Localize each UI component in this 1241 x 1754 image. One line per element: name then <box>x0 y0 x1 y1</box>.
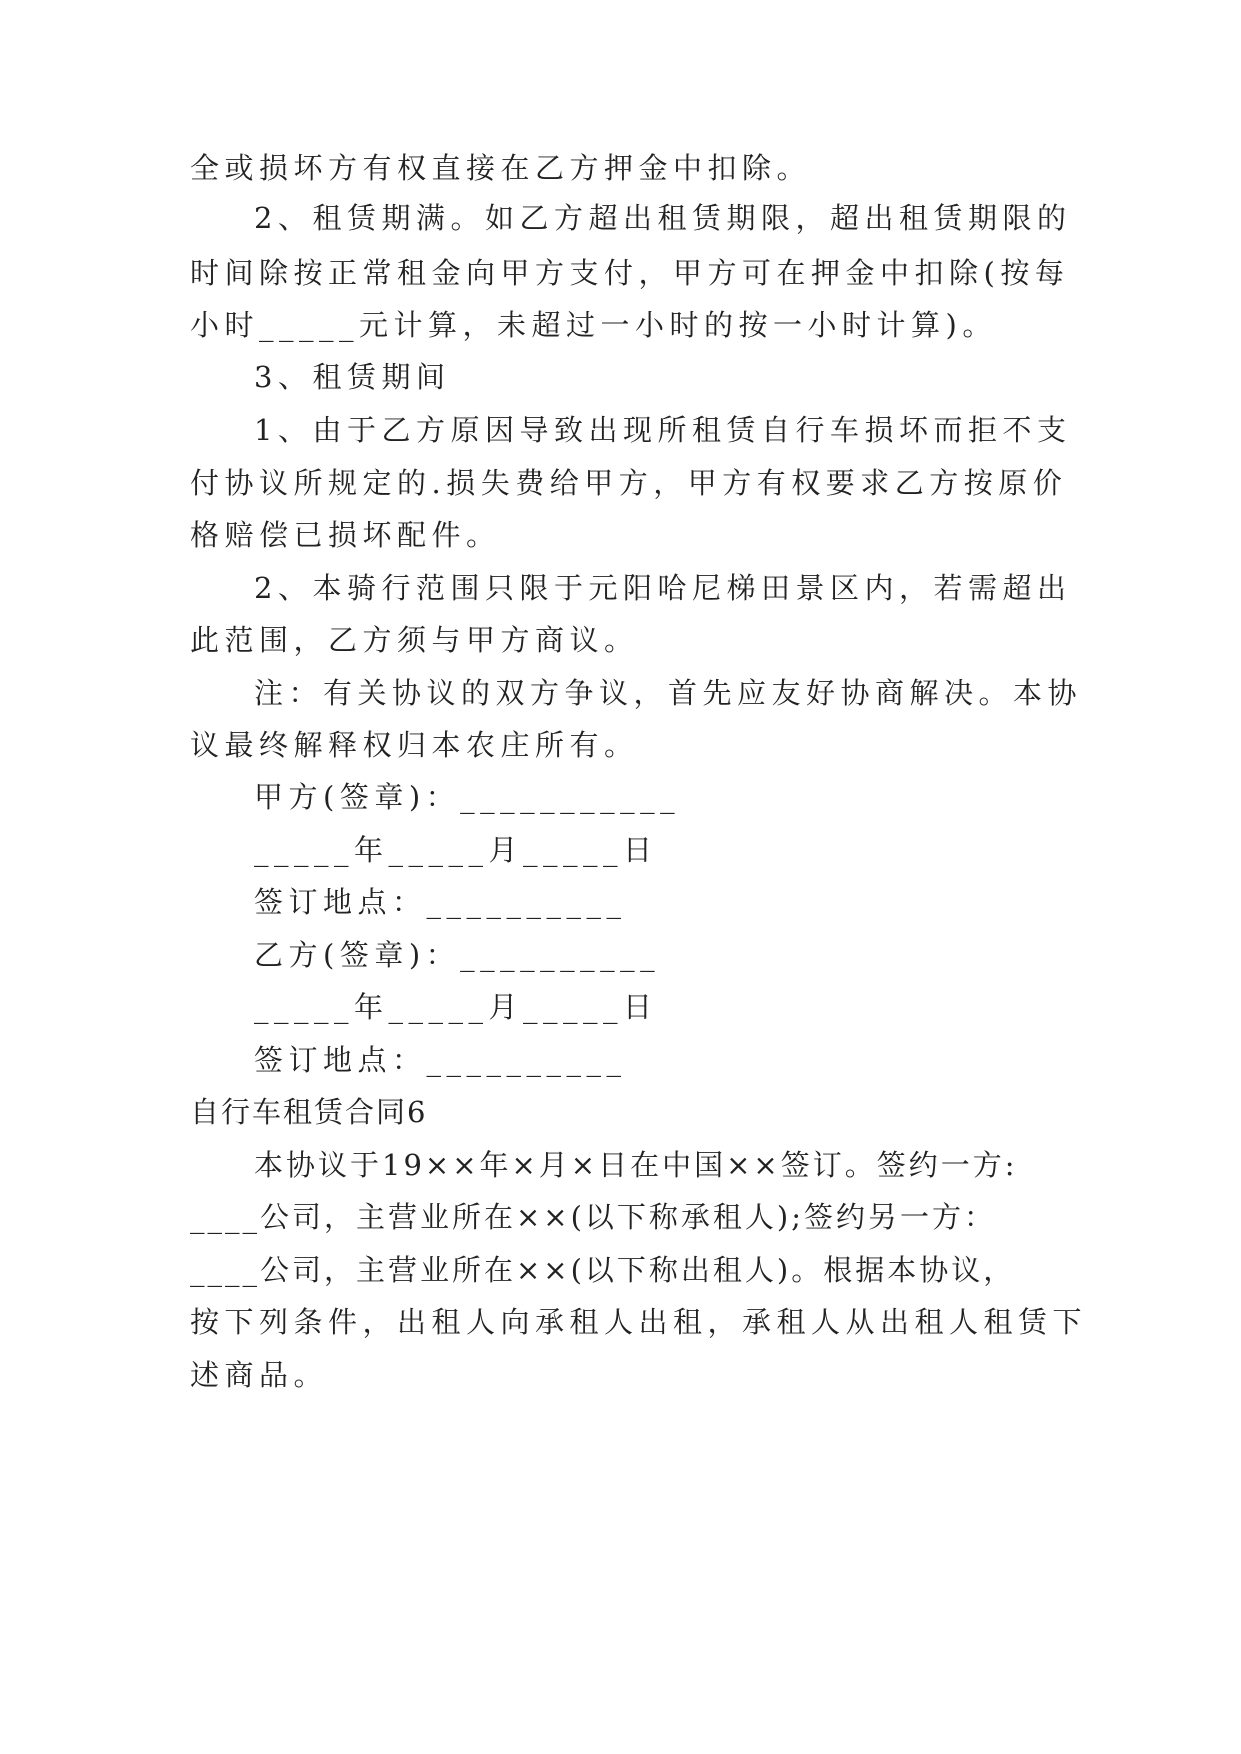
contract-title: 自行车租赁合同6 <box>190 1095 428 1129</box>
paragraph-line: 格赔偿已损坏配件。 <box>190 518 501 552</box>
paragraph-line: 付协议所规定的.损失费给甲方，甲方有权要求乙方按原价 <box>190 466 1068 500</box>
paragraph-line: 时间除按正常租金向甲方支付，甲方可在押金中扣除(按每 <box>190 256 1070 290</box>
paragraph-line: 全或损坏方有权直接在乙方押金中扣除。 <box>190 151 812 185</box>
paragraph-line: 2、租赁期满。如乙方超出租赁期限，超出租赁期限的 <box>254 201 1072 235</box>
paragraph-line: 本协议于19××年×月×日在中国××签订。签约一方: <box>254 1148 1018 1182</box>
party-a-date-line: _____年_____月_____日 <box>254 833 658 867</box>
paragraph-line: 小时_____元计算，未超过一小时的按一小时计算)。 <box>190 308 997 342</box>
paragraph-line: ____公司，主营业所在××(以下称出租人)。根据本协议， <box>190 1253 1016 1287</box>
paragraph-line: 议最终解释权归本农庄所有。 <box>190 728 639 762</box>
party-a-signature-line: 甲方(签章)：___________ <box>254 780 681 814</box>
paragraph-line: 2、本骑行范围只限于元阳哈尼梯田景区内，若需超出 <box>254 571 1072 605</box>
party-b-signature-line: 乙方(签章)：__________ <box>254 938 661 972</box>
paragraph-line: 注：有关协议的双方争议，首先应友好协商解决。本协 <box>254 676 1083 710</box>
party-b-location-line: 签订地点：__________ <box>254 1043 627 1077</box>
paragraph-line: 按下列条件，出租人向承租人出租，承租人从出租人租赁下 <box>190 1305 1088 1339</box>
paragraph-line: 述商品。 <box>190 1358 329 1392</box>
paragraph-line: 1、由于乙方原因导致出现所租赁自行车损坏而拒不支 <box>254 413 1072 447</box>
section-heading: 3、租赁期间 <box>254 360 451 394</box>
paragraph-line: 此范围，乙方须与甲方商议。 <box>190 623 639 657</box>
paragraph-line: ____公司，主营业所在××(以下称承租人);签约另一方： <box>190 1200 996 1234</box>
party-b-date-line: _____年_____月_____日 <box>254 990 658 1024</box>
party-a-location-line: 签订地点：__________ <box>254 885 627 919</box>
